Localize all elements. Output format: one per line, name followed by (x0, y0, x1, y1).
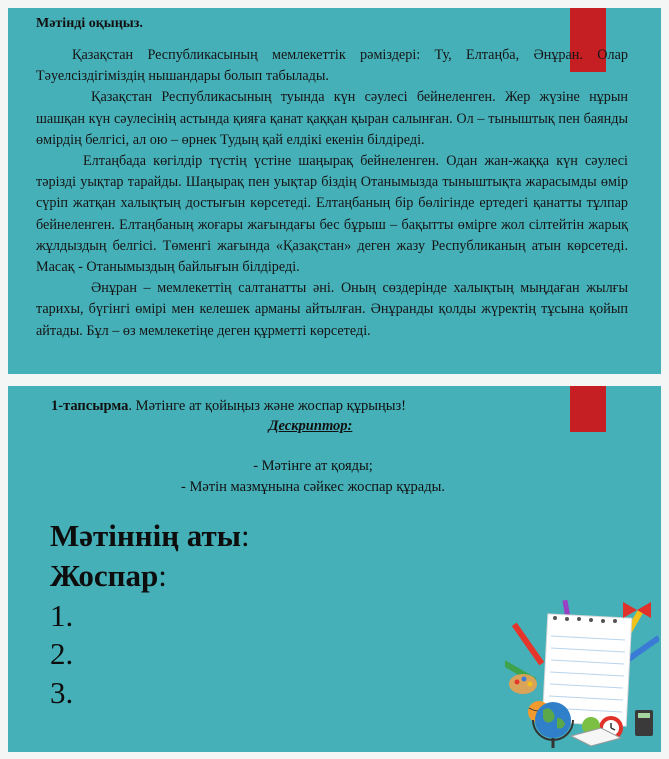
task-instruction (51, 398, 406, 415)
task-text: . Мәтінге ат қойыңыз және жоспар құрыңыз! (128, 398, 407, 414)
plan-item-1: 1. (50, 598, 74, 633)
plan-item-2: 2. (50, 636, 74, 671)
plan-label: Жоспар (50, 558, 159, 593)
colon: : (158, 558, 167, 593)
paragraph-emblem: Елтаңбада көгілдір түстің үстіне шаңырақ бейнеленген. Одан жан-жаққа күн сәулесі тәрізді уықтар тарайды. Шаңырақ пен уықтар біздің Отанымызда тыныштықта жарасымды өмір сүріп жатқан халықтың достығын көрсетеді. Елтаңбаның бір бөлігінде ертедегі қанатты тұлпар бейнеленген. Елтаңбаның жоғары жағындағы бес бұрыш – бақытты өмірге жол сілтейтін жарық жұлдыздың белгісі. Төменгі жағында «Қазақстан» деген жазу Республиканың атын көрсетеді. Масақ - Отанымыздың байлығын білдіреді. (36, 153, 628, 276)
slide-title: Мәтінді оқыңыз. (36, 16, 143, 31)
plan-heading (50, 558, 167, 594)
descriptor-item: - Мәтінге ат қояды; (253, 458, 373, 474)
paragraph-anthem: Әнұран – мемлекеттің салтанатты әні. Оның сөздерінде халықтың мыңдаған жылғы тарихы, бүгінгі өмірі мен келешек арманы айтылған. Әнұранды қолды жүректің тұсына қойып айтады. Бұл – өз мемлекетіңе деген құрметті көрсетеді. (36, 280, 628, 339)
globe-icon (533, 702, 573, 748)
paragraph-symbols: Қазақстан Республикасының мемлекеттік рәміздері: Ту, Елтаңба, Әнұран. Олар Тәуелсіздігіміздің нышандары болып табылады. (36, 47, 628, 85)
descriptor-title: Дескриптор: (268, 418, 353, 434)
paragraph-flag: Қазақстан Республикасының туында күн сәулесі бейнеленген. Жер жүзіне нұрын шашқан күн сәулесінің астында қияға қанат қаққан қыран салынған. Ол – тыныштық пен баянды өмірдің белгісі, ал ою – өрнек Тудың қай елдікі екенін білдіреді. (36, 89, 628, 148)
reading-slide (8, 8, 661, 374)
task-slide (8, 386, 661, 752)
text-name-label: Мәтіннің аты (50, 518, 241, 553)
plan-item-3: 3. (50, 675, 74, 710)
school-supplies-illustration (505, 598, 659, 750)
reading-text (36, 45, 628, 342)
colon: : (240, 518, 250, 553)
task-label: 1-тапсырма (51, 398, 129, 414)
descriptor-item: - Мәтін мазмұнына сәйкес жоспар құрады. (181, 479, 445, 495)
text-name-heading (50, 518, 250, 554)
